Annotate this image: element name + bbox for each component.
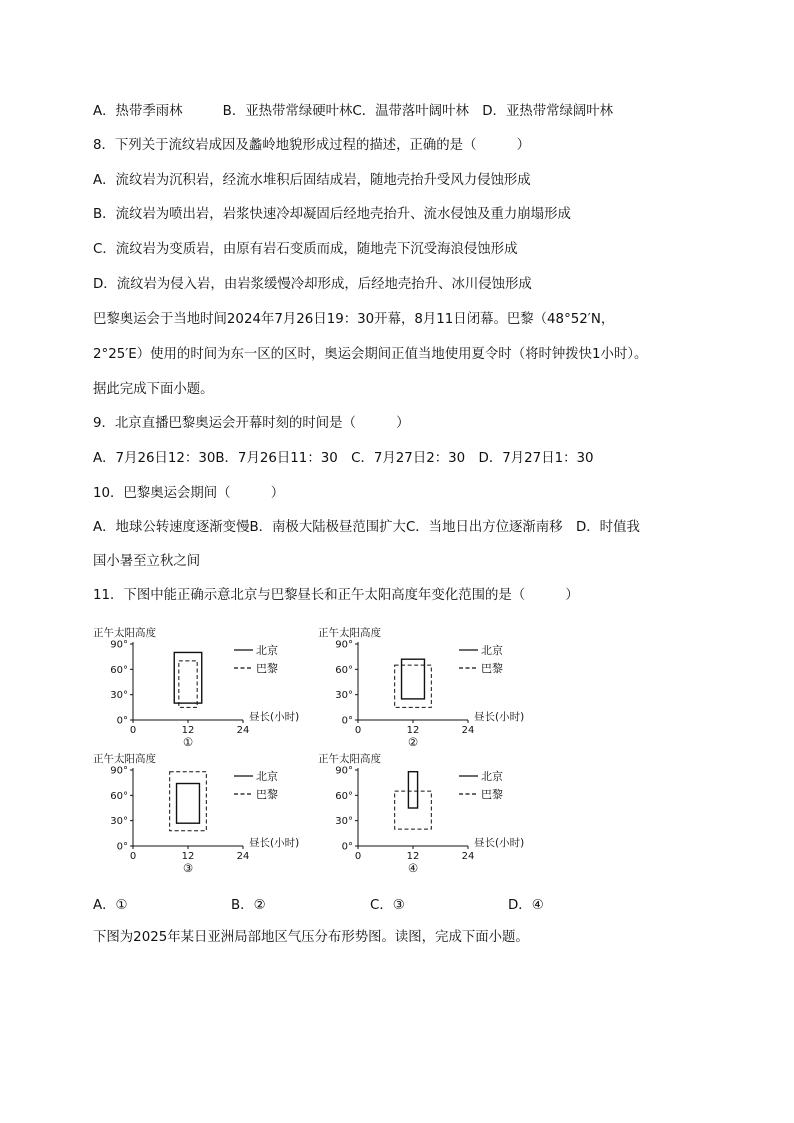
y-tick-label: 90°: [335, 765, 353, 777]
y-tick-label: 0°: [116, 715, 128, 727]
x-tick-label: 12: [181, 851, 195, 862]
y-axis-label: 正午太阳高度: [93, 753, 156, 765]
y-tick-label: 60°: [110, 790, 128, 802]
y-axis-label: 正午太阳高度: [318, 753, 381, 765]
q11-option-d: D．④: [508, 898, 544, 913]
x-tick-label: 24: [236, 851, 250, 862]
q11-option-c: C．③: [370, 898, 405, 913]
chart-4: [318, 748, 548, 876]
q11-option-a: A．①: [93, 898, 128, 913]
y-tick-label: 30°: [110, 816, 128, 828]
x-tick-label: 24: [461, 725, 475, 736]
x-tick-label: 12: [406, 725, 420, 736]
legend-label: 巴黎: [256, 662, 278, 675]
paris-intro-line2: 2°25′E）使用的时间为东一区的区时，奥运会期间正值当地使用夏令时（将时钟拨快1小时）。: [93, 347, 648, 362]
y-tick-label: 60°: [335, 664, 353, 676]
q10-options-line2: 国小暑至立秋之间: [93, 554, 201, 569]
x-tick-label: 0: [129, 725, 137, 736]
paris-range-box: [395, 791, 432, 829]
y-tick-label: 0°: [341, 715, 353, 727]
x-tick-label: 24: [461, 851, 475, 862]
y-tick-label: 90°: [110, 765, 128, 777]
x-tick-label: 0: [354, 851, 362, 862]
y-tick-label: 60°: [110, 664, 128, 676]
y-tick-label: 30°: [335, 816, 353, 828]
legend-label: 巴黎: [481, 788, 503, 801]
paris-range-box: [395, 665, 432, 707]
q8-option-b: B．流纹岩为喷出岩，岩浆快速冷却凝固后经地壳抬升、流水侵蚀及重力崩塌形成: [93, 207, 571, 222]
x-axis-label: 昼长(小时): [249, 711, 300, 723]
y-tick-label: 30°: [110, 690, 128, 702]
legend-label: 巴黎: [481, 662, 503, 675]
y-tick-label: 30°: [335, 690, 353, 702]
y-tick-label: 0°: [116, 841, 128, 853]
legend-label: 北京: [256, 644, 278, 657]
y-axis-label: 正午太阳高度: [93, 627, 156, 639]
paris-intro-line1: 巴黎奥运会于当地时间2024年7月26日19：30开幕，8月11日闭幕。巴黎（48°52′N，: [93, 312, 615, 327]
q8-option-c: C．流纹岩为变质岩，由原有岩石变质而成，随地壳下沉受海浪侵蚀形成: [93, 242, 518, 257]
y-axis-label: 正午太阳高度: [318, 627, 381, 639]
paris-intro-line3: 据此完成下面小题。: [93, 382, 214, 397]
x-tick-label: 12: [181, 725, 195, 736]
question-11: 11．下图中能正确示意北京与巴黎昼长和正午太阳高度年变化范围的是（ ）: [93, 588, 579, 603]
pressure-map-intro: 下图为2025年某日亚洲局部地区气压分布形势图。读图，完成下面小题。: [93, 930, 529, 945]
q8-option-d: D．流纹岩为侵入岩，由岩浆缓慢冷却形成，后经地壳抬升、冰川侵蚀形成: [93, 277, 532, 292]
beijing-range-box: [177, 784, 200, 824]
q9-options: A．7月26日12：30B．7月26日11：30 C．7月27日2：30 D．7月27日1：30: [93, 451, 594, 466]
x-axis-label: 昼长(小时): [474, 711, 525, 723]
q11-option-b: B．②: [231, 898, 266, 913]
beijing-range-box: [408, 772, 417, 808]
x-axis-label: 昼长(小时): [249, 837, 300, 849]
chart-number-label: ④: [407, 861, 419, 875]
options-q7: A．热带季雨林 B．亚热带常绿硬叶林C．温带落叶阔叶林 D．亚热带常绿阔叶林: [93, 104, 614, 119]
y-tick-label: 90°: [110, 639, 128, 651]
q8-option-a: A．流纹岩为沉积岩，经流水堆积后固结成岩，随地壳抬升受风力侵蚀形成: [93, 173, 531, 188]
x-axis-label: 昼长(小时): [474, 837, 525, 849]
paris-range-box: [179, 661, 197, 707]
chart-3: [93, 748, 323, 876]
chart-number-label: ②: [407, 735, 419, 749]
x-tick-label: 24: [236, 725, 250, 736]
paris-range-box: [170, 772, 207, 831]
chart-2: [318, 622, 548, 750]
legend-label: 北京: [256, 770, 278, 783]
y-tick-label: 90°: [335, 639, 353, 651]
legend-label: 北京: [481, 644, 503, 657]
question-9: 9．北京直播巴黎奥运会开幕时刻的时间是（ ）: [93, 416, 410, 431]
y-tick-label: 0°: [341, 841, 353, 853]
legend-label: 北京: [481, 770, 503, 783]
question-10: 10．巴黎奥运会期间（ ）: [93, 486, 285, 501]
q10-options-line1: A．地球公转速度逐渐变慢B．南极大陆极昼范围扩大C．当地日出方位逐渐南移 D．时值我: [93, 520, 640, 535]
chart-1: [93, 622, 323, 750]
x-tick-label: 0: [129, 851, 137, 862]
x-tick-label: 12: [406, 851, 420, 862]
x-tick-label: 0: [354, 725, 362, 736]
question-8: 8．下列关于流纹岩成因及蠡岭地貌形成过程的描述，正确的是（ ）: [93, 138, 531, 153]
y-tick-label: 60°: [335, 790, 353, 802]
chart-number-label: ①: [182, 735, 194, 749]
chart-number-label: ③: [182, 861, 194, 875]
legend-label: 巴黎: [256, 788, 278, 801]
